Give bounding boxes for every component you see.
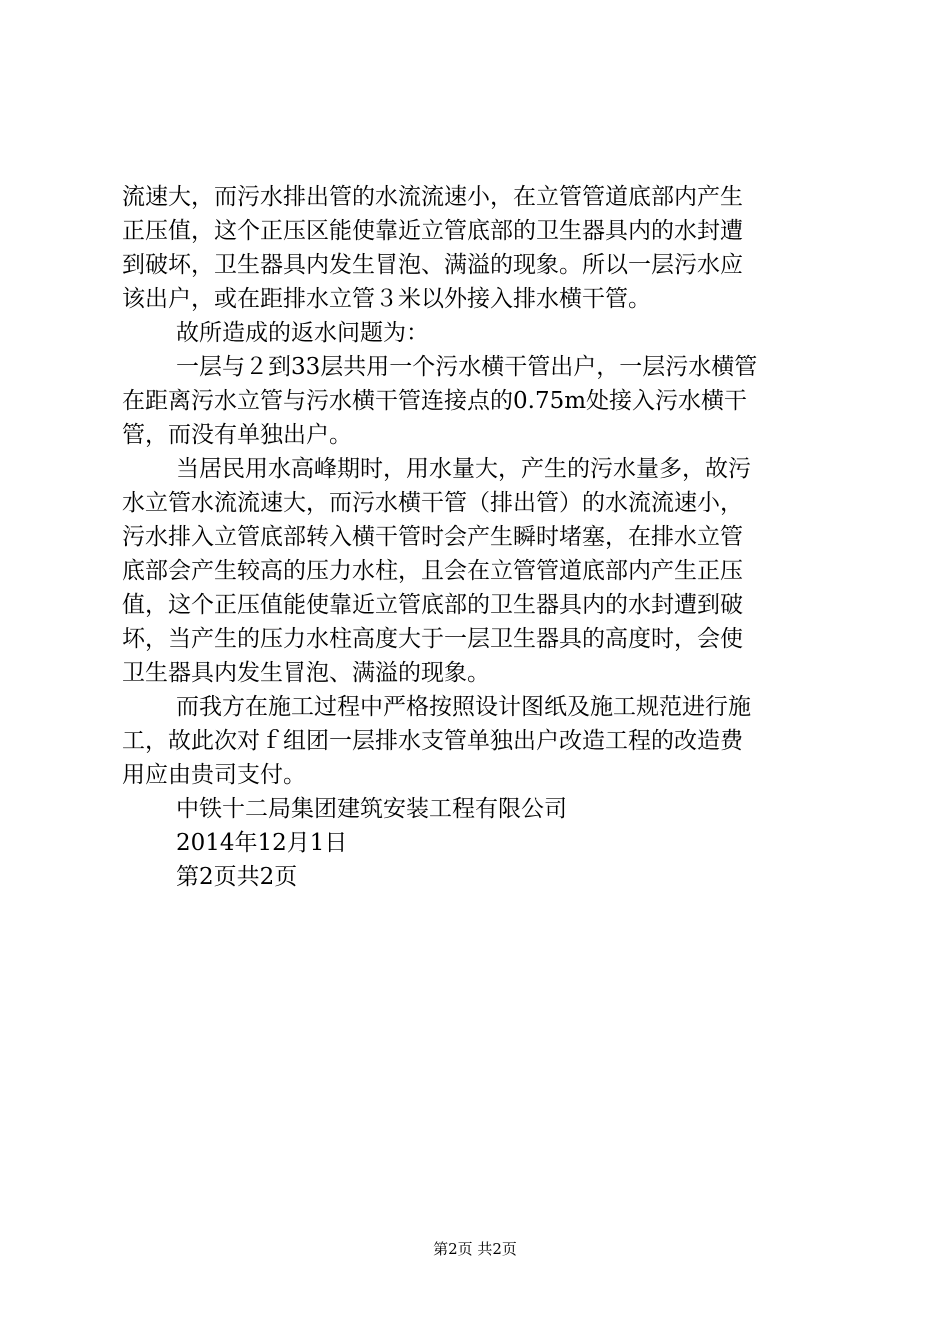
- document-body: [122, 180, 834, 894]
- text-line: 故所造成的返水问题为：: [176, 320, 429, 346]
- text-line: 底部会产生较高的压力水柱，且会在立管管道底部内产生正压: [122, 558, 743, 584]
- text-line: 正压值，这个正压区能使靠近立管底部的卫生器具内的水封遭: [122, 218, 743, 244]
- signature-date: 2014年12月1日: [176, 830, 348, 856]
- text-line: 在距离污水立管与污水横干管连接点的0.75m处接入污水横干: [122, 388, 748, 414]
- text-line: 污水排入立管底部转入横干管时会产生瞬时堵塞，在排水立管: [122, 524, 743, 550]
- company-signature: 中铁十二局集团建筑安装工程有限公司: [176, 796, 567, 822]
- text-line: 值，这个正压值能使靠近立管底部的卫生器具内的水封遭到破: [122, 592, 743, 618]
- text-line: 该出户，或在距排水立管３米以外接入排水横干管。: [122, 286, 651, 312]
- text-line: 坏，当产生的压力水柱高度大于一层卫生器具的高度时，会使: [122, 626, 743, 652]
- text-line: 管，而没有单独出户。: [122, 422, 352, 448]
- text-line: 水立管水流流速大，而污水横干管（排出管）的水流流速小，: [122, 490, 743, 516]
- text-line: 卫生器具内发生冒泡、满溢的现象。: [122, 660, 490, 686]
- text-line: 用应由贵司支付。: [122, 762, 306, 788]
- text-line: 而我方在施工过程中严格按照设计图纸及施工规范进行施: [176, 694, 751, 720]
- text-line: 流速大，而污水排出管的水流流速小，在立管管道底部内产生: [122, 184, 743, 210]
- text-line: 到破坏，卫生器具内发生冒泡、满溢的现象。所以一层污水应: [122, 252, 743, 278]
- text-line: 一层与２到33层共用一个污水横干管出户，一层污水横管: [176, 354, 758, 380]
- inline-page-number: 第2页共2页: [176, 864, 298, 890]
- page-footer: 第2页 共2页: [433, 1240, 517, 1258]
- text-line: 工，故此次对ｆ组团一层排水支管单独出户改造工程的改造费: [122, 728, 743, 754]
- text-line: 当居民用水高峰期时，用水量大，产生的污水量多，故污: [176, 456, 751, 482]
